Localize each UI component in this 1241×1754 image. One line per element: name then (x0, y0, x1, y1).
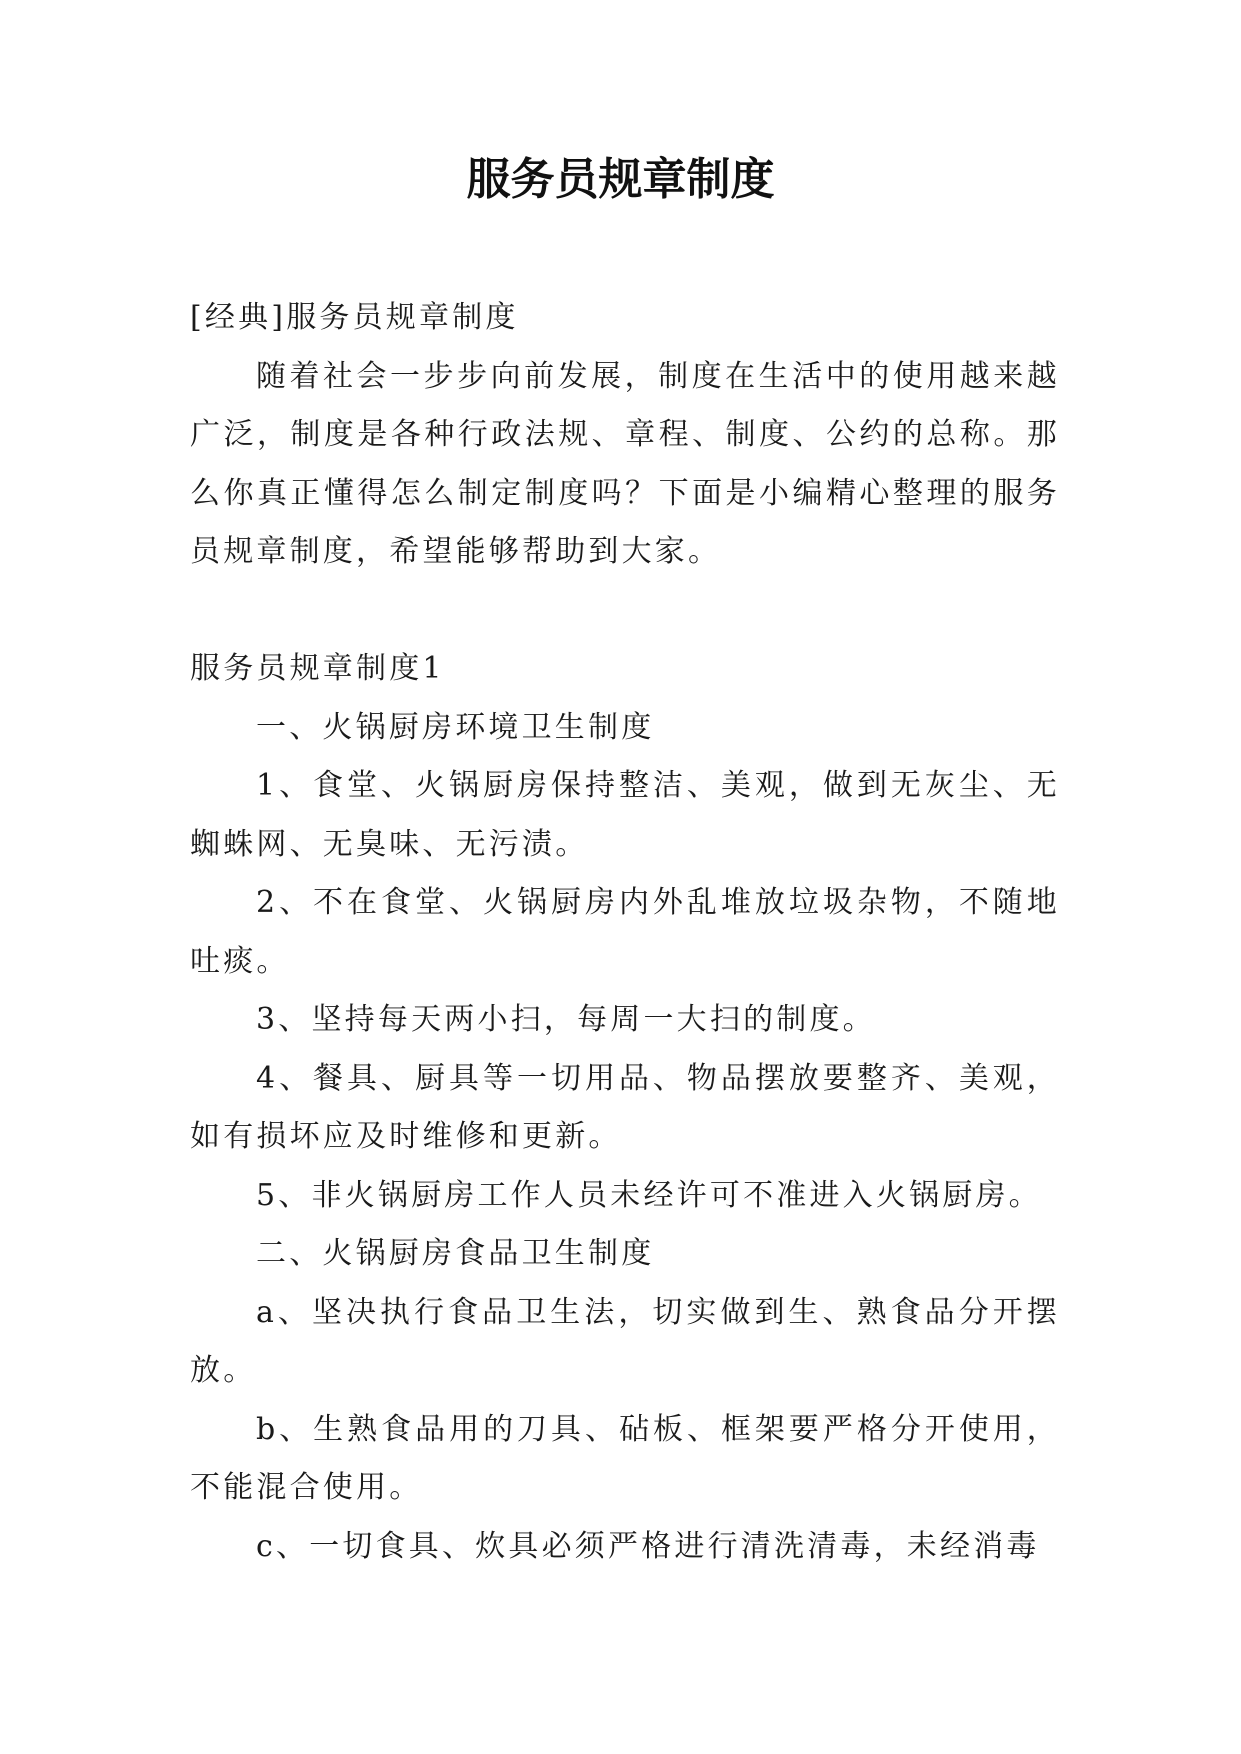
rule-item: 1、食堂、火锅厨房保持整洁、美观，做到无灰尘、无蜘蛛网、无臭味、无污渍。 (190, 768, 1060, 862)
page-title: 服务员规章制度 (466, 154, 775, 205)
part-heading: 二、火锅厨房食品卫生制度 (256, 1236, 655, 1271)
section-heading: 服务员规章制度1 (190, 651, 445, 686)
rule-item: 2、不在食堂、火锅厨房内外乱堆放垃圾杂物，不随地吐痰。 (190, 885, 1060, 979)
rule-item: a、坚决执行食品卫生法，切实做到生、熟食品分开摆放。 (190, 1294, 1060, 1388)
rule-item: b、生熟食品用的刀具、砧板、框架要严格分开使用，不能混合使用。 (190, 1411, 1060, 1505)
rule-item: 5、非火锅厨房工作人员未经许可不准进入火锅厨房。 (256, 1177, 1042, 1213)
part-heading: 一、火锅厨房环境卫生制度 (256, 709, 655, 745)
rule-item: 4、餐具、厨具等一切用品、物品摆放要整齐、美观，如有损坏应及时维修和更新。 (190, 1060, 1060, 1154)
document-body (190, 289, 1060, 1576)
rule-item: 3、坚持每天两小扫，每周一大扫的制度。 (256, 1002, 876, 1037)
intro-paragraph: 随着社会一步步向前发展，制度在生活中的使用越来越广泛，制度是各种行政法规、章程、制度、公约的总称。那么你真正懂得怎么制定制度吗？下面是小编精心整理的服务员规章制度，希望能够帮助到大家。 (190, 358, 1060, 569)
document-subtitle: [经典]服务员规章制度 (190, 300, 519, 335)
rule-item: c、一切食具、炊具必须严格进行清洗清毒，未经消毒 (256, 1528, 1040, 1564)
